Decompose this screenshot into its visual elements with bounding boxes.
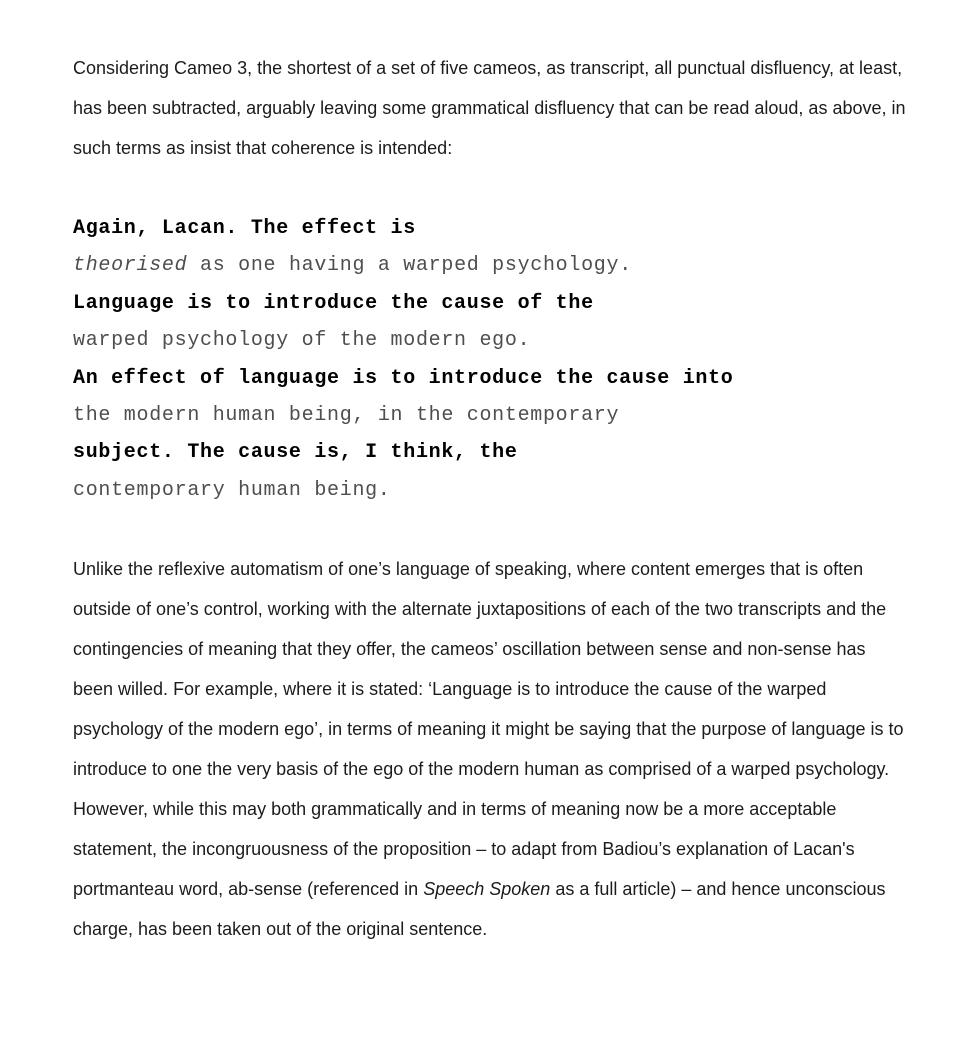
closing-paragraph — [73, 549, 906, 949]
cameo-line-2-italic-segment: theorised — [73, 254, 188, 278]
cameo-line-1: Again, Lacan. The effect is — [73, 217, 416, 240]
cameo-line-2-regular-segment: as one having a warped psychology. — [187, 254, 632, 278]
closing-paragraph-italic-title: Speech Spoken — [423, 879, 551, 900]
closing-paragraph-segment-3: as a full article) – and hence unconscious charge, has been taken out of the original sentence. — [73, 879, 886, 940]
intro-paragraph: Considering Cameo 3, the shortest of a set of five cameos, as transcript, all punctual disfluency, at least, has been subtracted, arguably leaving some grammatical disfluency that can be read aloud, as above, in such terms as insist that coherence is intended: — [73, 58, 906, 158]
cameo-line-3: Language is to introduce the cause of the — [73, 291, 594, 315]
cameo-line-5: An effect of language is to introduce the cause into — [73, 366, 734, 390]
cameo-line-4: warped psychology of the modern ego. — [73, 329, 531, 353]
cameo-line-6: the modern human being, in the contemporary — [73, 404, 620, 428]
cameo-line-7: subject. The cause is, I think, the — [73, 441, 518, 465]
cameo-line-2 — [73, 247, 906, 284]
closing-paragraph-segment-1: Unlike the reflexive automatism of one’s language of speaking, where content emerges that is often outside of one’s control, working with the alternate juxtapositions of each of the two transcripts and the contingencies of meaning that they offer, the cameos’ oscillation between sense and non-sense has been willed. For example, where it is stated: ‘Language is to introduce the cause of the warped psychology of the modern ego’, in terms of meaning it might be saying that the purpose of language is to introduce to one the very basis of the ego of the modern human as comprised of a warped psychology. However, while this may both grammatically and in terms of meaning now be a more acceptable statement, the incongruousness of the proposition – to adapt from Badiou’s explanation of Lacan's portmanteau word, ab-sense (referenced in — [73, 559, 904, 900]
cameo-line-8: contemporary human being. — [73, 478, 391, 502]
cameo-transcript — [73, 210, 906, 509]
